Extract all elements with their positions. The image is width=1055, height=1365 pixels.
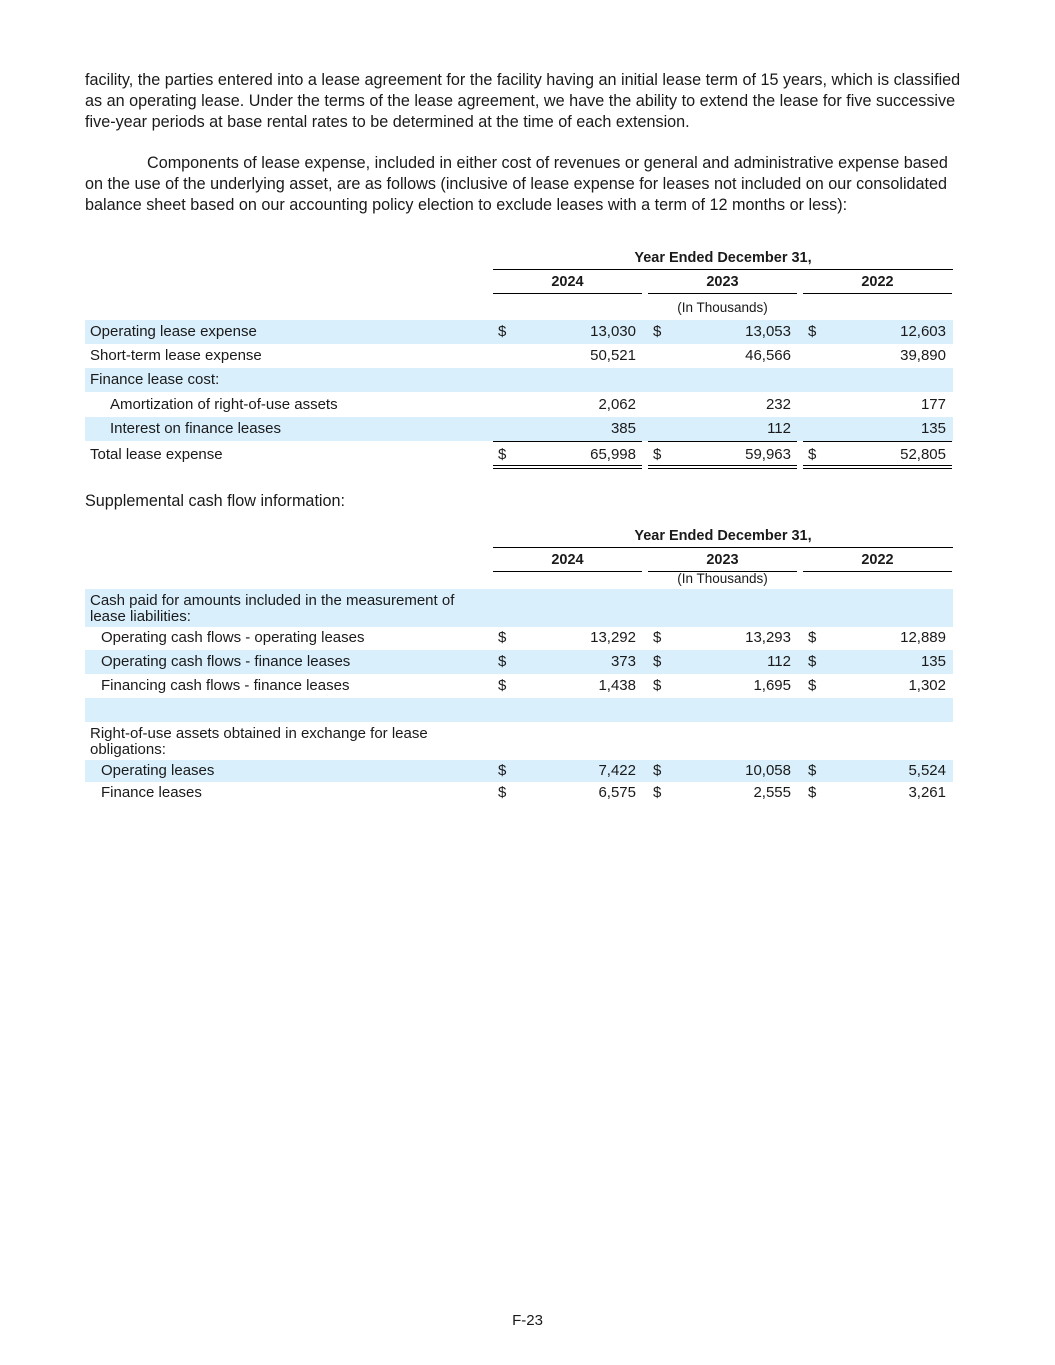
cell-value: 13,293 <box>745 629 791 646</box>
cell-value: 112 <box>767 653 791 670</box>
table-header-period: Year Ended December 31, <box>493 250 953 270</box>
row-label: Short-term lease expense <box>90 347 262 364</box>
dollar-sign: $ <box>808 323 817 340</box>
dollar-sign: $ <box>653 784 662 801</box>
spacer-row <box>85 698 953 722</box>
paragraph-lease-terms: facility, the parties entered into a lease agreement for the facility having an initial lease term of 15 years, which is classified as an operating lease. Under the terms of the lease agreement, we have the ability to extend the lease for five successive five-year periods at base rental rates to be determined at the time of each extension. <box>85 71 961 131</box>
dollar-sign: $ <box>653 629 662 646</box>
row-label: Financing cash flows - finance leases <box>101 677 350 694</box>
units-label: (In Thousands) <box>677 571 768 586</box>
table-row <box>85 650 953 674</box>
table-row <box>85 417 953 441</box>
cell-value: 52,805 <box>900 446 946 463</box>
section-label: Cash paid for amounts included in the measurement of lease liabilities: <box>90 592 455 625</box>
dollar-sign: $ <box>808 629 817 646</box>
section-header-row <box>85 589 953 627</box>
dollar-sign: $ <box>808 446 817 463</box>
table-row <box>85 344 953 368</box>
table-row <box>85 760 953 782</box>
cell-value: 13,292 <box>590 629 636 646</box>
cell-value: 12,603 <box>900 323 946 340</box>
cell-value: 13,053 <box>745 323 791 340</box>
cell-value: 1,695 <box>753 677 791 694</box>
cell-value: 12,889 <box>900 629 946 646</box>
units-label: (In Thousands) <box>677 300 768 315</box>
section-label: Right-of-use assets obtained in exchange for lease obligations: <box>90 725 428 758</box>
cell-value: 135 <box>920 653 946 670</box>
row-label: Interest on finance leases <box>110 420 281 437</box>
dollar-sign: $ <box>498 323 507 340</box>
cell-value: 39,890 <box>900 347 946 364</box>
cell-value: 6,575 <box>598 784 636 801</box>
year-column-2022: 2022 <box>803 552 952 572</box>
dollar-sign: $ <box>498 784 507 801</box>
cell-value: 1,302 <box>908 677 946 694</box>
dollar-sign: $ <box>653 323 662 340</box>
dollar-sign: $ <box>808 762 817 779</box>
cell-value: 50,521 <box>590 347 636 364</box>
cell-value: 59,963 <box>745 446 791 463</box>
cell-value: 7,422 <box>598 762 636 779</box>
cell-value: 373 <box>610 653 636 670</box>
dollar-sign: $ <box>498 629 507 646</box>
year-column-2024: 2024 <box>493 552 642 572</box>
row-label: Operating leases <box>101 762 215 779</box>
cell-value: 46,566 <box>745 347 791 364</box>
dollar-sign: $ <box>498 677 507 694</box>
section-header-row <box>85 722 953 760</box>
dollar-sign: $ <box>653 446 662 463</box>
cell-value: 135 <box>920 420 946 437</box>
table-row <box>85 393 953 417</box>
cell-value: 232 <box>765 396 791 413</box>
year-column-2022: 2022 <box>803 274 952 294</box>
dollar-sign: $ <box>498 446 507 463</box>
dollar-sign: $ <box>653 677 662 694</box>
row-label: Operating cash flows - operating leases <box>101 629 365 646</box>
dollar-sign: $ <box>498 653 507 670</box>
row-label: Finance lease cost: <box>90 371 220 388</box>
cell-value: 112 <box>767 420 791 437</box>
row-label: Finance leases <box>101 784 202 801</box>
cell-value: 10,058 <box>745 762 791 779</box>
table-row <box>85 320 953 344</box>
cell-value: 1,438 <box>598 677 636 694</box>
supplemental-title: Supplemental cash flow information: <box>85 492 346 510</box>
dollar-sign: $ <box>498 762 507 779</box>
cell-value: 385 <box>610 420 636 437</box>
row-label: Operating lease expense <box>90 323 257 340</box>
cell-value: 177 <box>920 396 946 413</box>
table-row <box>85 782 953 804</box>
cell-value: 13,030 <box>590 323 636 340</box>
row-label: Operating cash flows - finance leases <box>101 653 351 670</box>
row-label: Total lease expense <box>90 446 223 463</box>
paragraph-lease-components <box>85 153 970 215</box>
dollar-sign: $ <box>808 653 817 670</box>
dollar-sign: $ <box>808 677 817 694</box>
year-column-2023: 2023 <box>648 274 797 294</box>
year-column-2024: 2024 <box>493 274 642 294</box>
cell-value: 3,261 <box>908 784 946 801</box>
table-row <box>85 626 953 650</box>
dollar-sign: $ <box>653 762 662 779</box>
page-number: F-23 <box>512 1312 543 1329</box>
cell-value: 2,555 <box>753 784 791 801</box>
dollar-sign: $ <box>808 784 817 801</box>
row-label: Amortization of right-of-use assets <box>110 396 338 413</box>
dollar-sign: $ <box>653 653 662 670</box>
cell-value: 5,524 <box>908 762 946 779</box>
table-row-total <box>85 443 953 467</box>
table-header-period: Year Ended December 31, <box>493 528 953 548</box>
cell-value: 65,998 <box>590 446 636 463</box>
cell-value: 2,062 <box>598 396 636 413</box>
table-row <box>85 674 953 698</box>
year-column-2023: 2023 <box>648 552 797 572</box>
table-row <box>85 368 953 392</box>
paragraph-lease-components-text: Components of lease expense, included in either cost of revenues or general and administrative expense based on the use of the underlying asset, are as follows (inclusive of lease expense for leases not included on our consolidated balance sheet based on our accounting policy election to exclude leases with a term of 12 months or less): <box>85 154 948 214</box>
